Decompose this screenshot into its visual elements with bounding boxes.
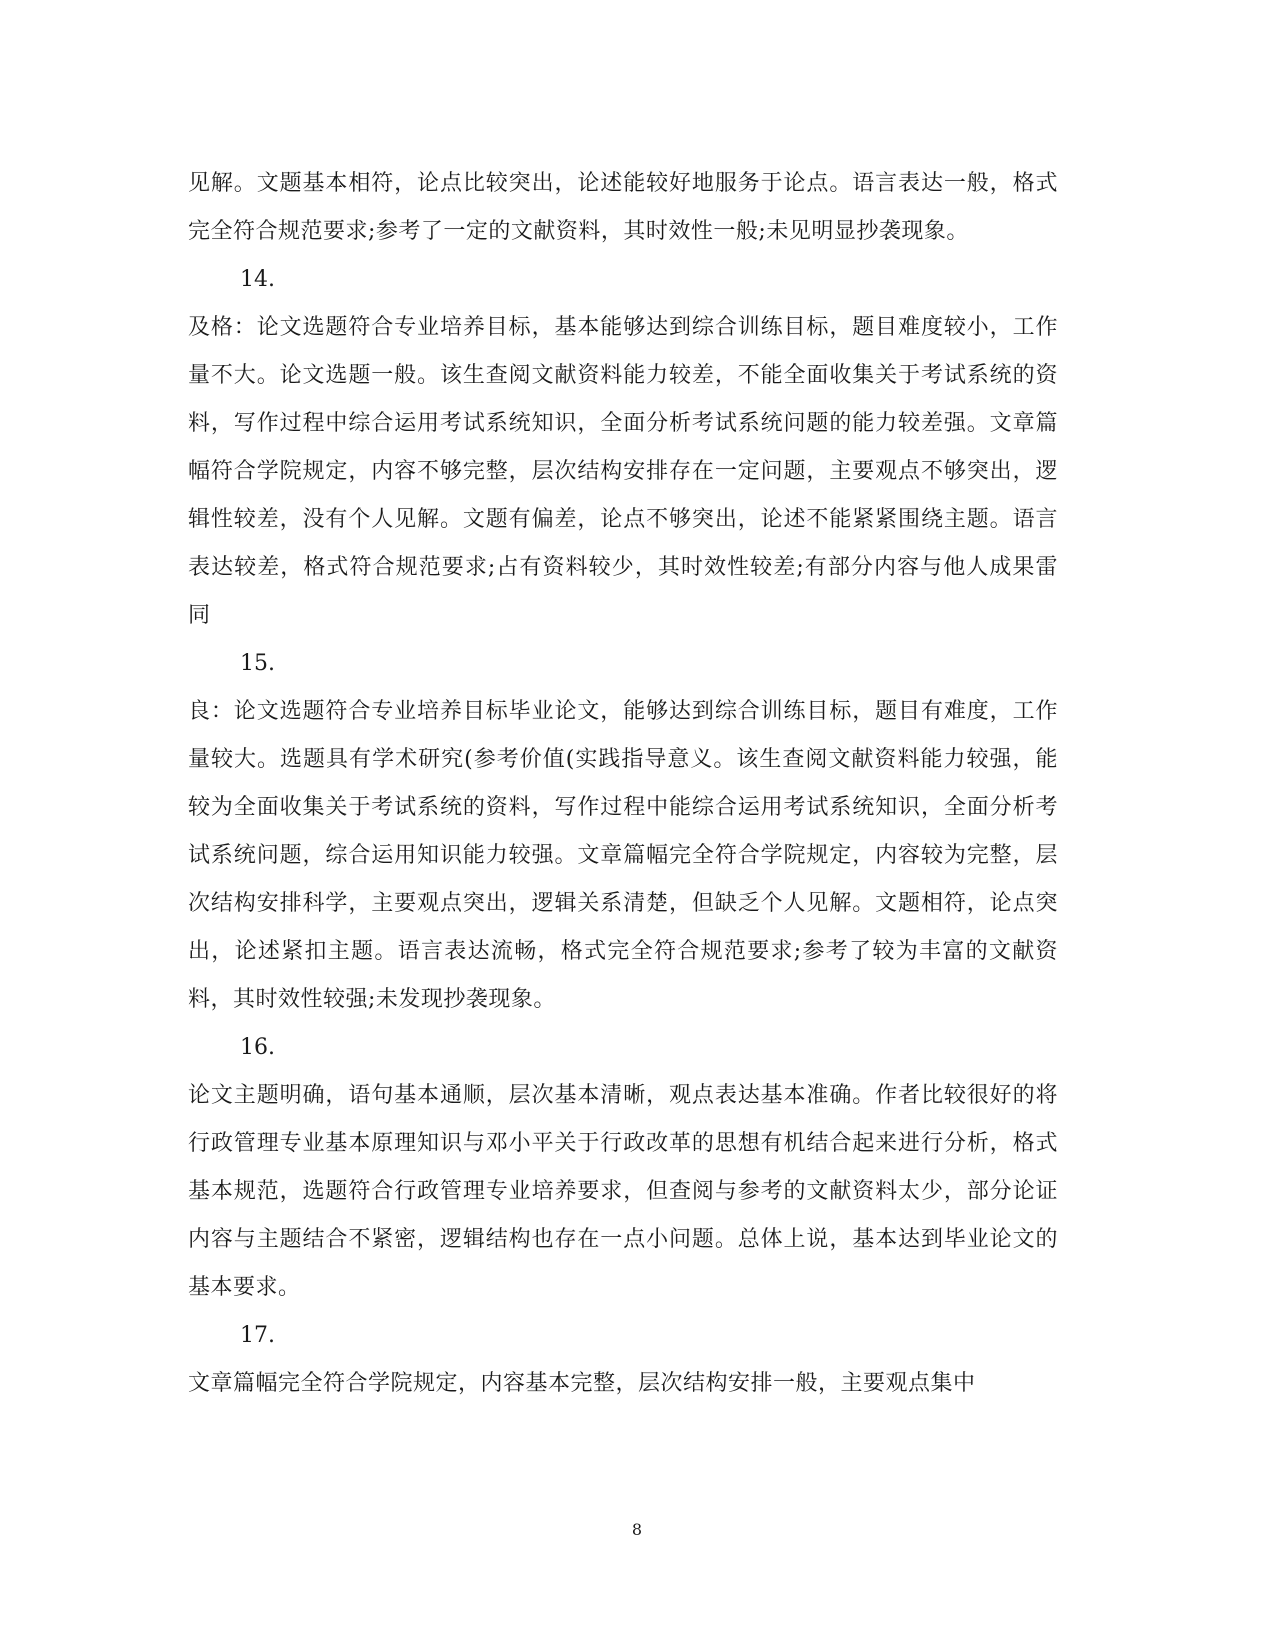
paragraph-item-14: 及格：论文选题符合专业培养目标，基本能够达到综合训练目标，题目难度较小，工作量不大。论文选题一般。该生查阅文献资料能力较差，不能全面收集关于考试系统的资料，写作过程中综合运用考试系统知识，全面分析考试系统问题的能力较差强。文章篇幅符合学院规定，内容不够完整，层次结构安排存在一定问题，主要观点不够突出，逻辑性较差，没有个人见解。文题有偏差，论点不够突出，论述不能紧紧围绕主题。语言表达较差，格式符合规范要求;占有资料较少，其时效性较差;有部分内容与他人成果雷同 bbox=[188, 315, 1058, 628]
item-number-17: 17. bbox=[240, 1323, 275, 1348]
paragraph-item-15: 良：论文选题符合专业培养目标毕业论文，能够达到综合训练目标，题目有难度，工作量较大。选题具有学术研究(参考价值(实践指导意义。该生查阅文献资料能力较强，能较为全面收集关于考试系统的资料，写作过程中能综合运用考试系统知识，全面分析考试系统问题，综合运用知识能力较强。文章篇幅完全符合学院规定，内容较为完整，层次结构安排科学，主要观点突出，逻辑关系清楚，但缺乏个人见解。文题相符，论点突出，论述紧扣主题。语言表达流畅，格式完全符合规范要求;参考了较为丰富的文献资料，其时效性较强;未发现抄袭现象。 bbox=[188, 699, 1058, 1012]
item-number-14: 14. bbox=[240, 267, 275, 292]
paragraph-continuation: 见解。文题基本相符，论点比较突出，论述能较好地服务于论点。语言表达一般，格式完全符合规范要求;参考了一定的文献资料，其时效性一般;未见明显抄袭现象。 bbox=[188, 171, 1058, 244]
paragraph-item-17: 文章篇幅完全符合学院规定，内容基本完整，层次结构安排一般，主要观点集中 bbox=[188, 1371, 976, 1396]
paragraph-item-16: 论文主题明确，语句基本通顺，层次基本清晰，观点表达基本准确。作者比较很好的将行政管理专业基本原理知识与邓小平关于行政改革的思想有机结合起来进行分析，格式基本规范，选题符合行政管理专业培养要求，但查阅与参考的文献资料太少，部分论证内容与主题结合不紧密，逻辑结构也存在一点小问题。总体上说，基本达到毕业论文的基本要求。 bbox=[188, 1083, 1058, 1300]
document-body bbox=[188, 160, 1058, 1408]
page-number: 8 bbox=[631, 1520, 643, 1539]
item-number-15: 15. bbox=[240, 651, 275, 676]
item-number-16: 16. bbox=[240, 1035, 275, 1060]
